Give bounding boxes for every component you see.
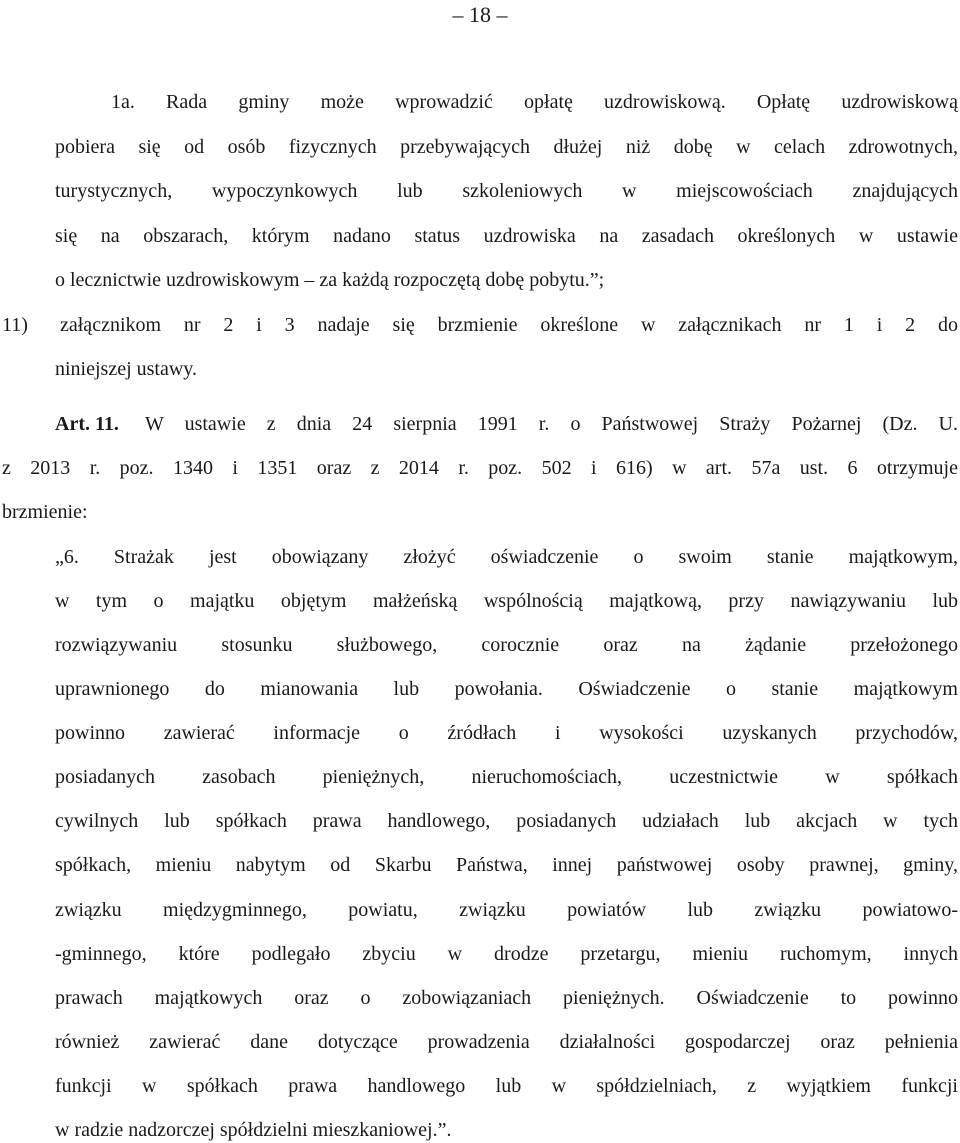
- text-line: się na obszarach, którym nadano status uzdrowiska na zasadach określonych w ustawie: [55, 225, 958, 247]
- text-line: spółkach, mieniu nabytym od Skarbu Państwa, innej państwowej osoby prawnej, gminy,: [55, 854, 958, 876]
- text-line: „6. Strażak jest obowiązany złożyć oświadczenie o swoim stanie majątkowym,: [55, 546, 958, 568]
- text-line: -gminnego, które podlegało zbyciu w drodze przetargu, mieniu ruchomym, innych: [55, 943, 958, 965]
- text-line: pobiera się od osób fizycznych przebywających dłużej niż dobę w celach zdrowotnych,: [55, 136, 958, 158]
- text-line: uprawnionego do mianowania lub powołania. Oświadczenie o stanie majątkowym: [55, 678, 958, 700]
- text-line: prawach majątkowych oraz o zobowiązaniach pieniężnych. Oświadczenie to powinno: [55, 987, 958, 1009]
- text-line: załącznikom nr 2 i 3 nadaje się brzmienie określone w załącznikach nr 1 i 2 do: [60, 314, 958, 336]
- text-line: w radzie nadzorczej spółdzielni mieszkaniowej.”.: [55, 1119, 452, 1141]
- page-number: – 18 –: [452, 2, 508, 27]
- text-line: związku międzygminnego, powiatu, związku powiatów lub związku powiatowo-: [55, 899, 958, 921]
- text-line: również zawierać dane dotyczące prowadzenia działalności gospodarczej oraz pełnienia: [55, 1031, 958, 1053]
- text-line: brzmienie:: [2, 501, 88, 523]
- text-line: niniejszej ustawy.: [55, 358, 198, 380]
- text-line: turystycznych, wypoczynkowych lub szkoleniowych w miejscowościach znajdujących: [55, 180, 958, 202]
- text-line: cywilnych lub spółkach prawa handlowego, posiadanych udziałach lub akcjach w tych: [55, 810, 958, 832]
- text-line: o lecznictwie uzdrowiskowym – za każdą rozpoczętą dobę pobytu.”;: [55, 269, 605, 291]
- text-line: posiadanych zasobach pieniężnych, nieruchomościach, uczestnictwie w spółkach: [55, 766, 958, 788]
- article-heading: Art. 11.: [55, 413, 119, 435]
- text-line: powinno zawierać informacje o źródłach i wysokości uzyskanych przychodów,: [55, 722, 958, 744]
- text-line: w tym o majątku objętym małżeńską wspólnością majątkową, przy nawiązywaniu lub: [55, 590, 958, 612]
- text-line: rozwiązywaniu stosunku służbowego, corocznie oraz na żądanie przełożonego: [55, 634, 958, 656]
- text-line: 1a. Rada gminy może wprowadzić opłatę uzdrowiskową. Opłatę uzdrowiskową: [111, 91, 958, 113]
- text-line: z 2013 r. poz. 1340 i 1351 oraz z 2014 r. poz. 502 i 616) w art. 57a ust. 6 otrzymuje: [2, 457, 958, 479]
- text-line: funkcji w spółkach prawa handlowego lub w spółdzielniach, z wyjątkiem funkcji: [55, 1075, 958, 1097]
- text-line: W ustawie z dnia 24 sierpnia 1991 r. o Państwowej Straży Pożarnej (Dz. U.: [145, 413, 958, 435]
- point-marker: 11): [2, 314, 28, 336]
